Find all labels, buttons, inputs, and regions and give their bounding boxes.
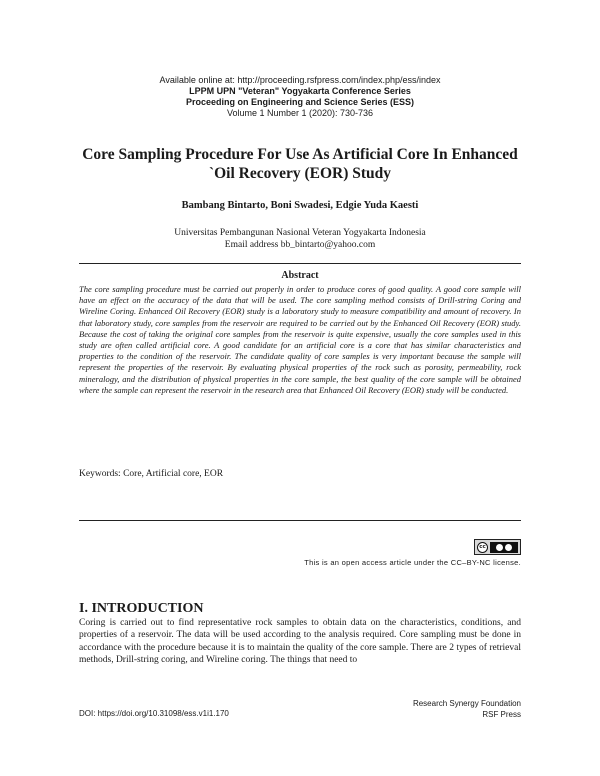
journal-url: Available online at: http://proceeding.rsfpress.com/index.php/ess/index bbox=[159, 75, 441, 85]
by-nc-icon bbox=[490, 542, 518, 553]
title-line-1: Core Sampling Procedure For Use As Artificial Core In Enhanced bbox=[82, 146, 518, 163]
publisher-line-2: RSF Press bbox=[482, 710, 521, 719]
affiliation: Universitas Pembangunan Nasional Veteran Yogyakarta Indonesia bbox=[174, 228, 426, 238]
license-text: This is an open access article under the CC–BY-NC license. bbox=[304, 558, 521, 567]
doi-link[interactable]: DOI: https://doi.org/10.31098/ess.v1i1.170 bbox=[79, 709, 229, 718]
volume-info: Volume 1 Number 1 (2020): 730-736 bbox=[226, 108, 374, 118]
email-address: Email address bb_bintarto@yahoo.com bbox=[224, 240, 376, 250]
conference-series: LPPM UPN "Veteran" Yogyakarta Conference Series bbox=[189, 86, 411, 96]
publisher-footer bbox=[413, 698, 521, 720]
abstract-heading: Abstract bbox=[281, 270, 319, 281]
title-line-2: `Oil Recovery (EOR) Study bbox=[208, 165, 392, 182]
divider-top bbox=[79, 263, 521, 264]
by-icon bbox=[496, 544, 503, 551]
keywords: Keywords: Core, Artificial core, EOR bbox=[79, 469, 224, 479]
cc-icon: cc bbox=[477, 542, 488, 553]
abstract-body: The core sampling procedure must be carried out properly in order to produce cores of good quality. A good core sample will have an effect on the accuracy of the data that will be used. The core sampling method consists of Drill-string Coring and Wireline Coring. Enhanced Oil Recovery (EOR) study is a laboratory study to measure compatibility and amount of recovery. In that laboratory study, core samples from the reservoir are required to be carried out by the Enhanced Oil Recovery (EOR) study. Because the cost of taking the original core samples from the reservoir is quite expensive, usually the core samples used in this study are often called artificial core. A good candidate for an artificial core is a core that has similar characteristics and properties to the condition of the reservoir. The candidate quality of core samples is very important because the sample will represent the properties of the reservoir. By evaluating physical properties of the rock such as porosity, permeability, rock mineralogy, and the distribution of physical properties in the core sample, the best quality of the core sample will be obtained where the sample can represent the reservoir in the research area that Enhanced Oil Recovery (EOR) study will be conducted. bbox=[79, 284, 521, 395]
publisher-line-1: Research Synergy Foundation bbox=[412, 699, 521, 708]
paper-title bbox=[60, 145, 540, 183]
authors: Bambang Bintarto, Boni Swadesi, Edgie Yuda Kaesti bbox=[181, 200, 419, 211]
divider-bottom bbox=[79, 520, 521, 521]
section-heading: I. INTRODUCTION bbox=[79, 601, 204, 616]
nc-icon bbox=[505, 544, 512, 551]
introduction-body: Coring is carried out to find representative rock samples to obtain data on the characteristics, conditions, and properties of a reservoir. The data will be used according to the analysis required. Core sampling must be done in accordance with the procedure because it is to maintain the quality of the core sample. There are 2 types of retrieval methods, Drill-string coring, and Wireline coring. The things that need to bbox=[79, 618, 521, 666]
proceeding-name: Proceeding on Engineering and Science Series (ESS) bbox=[185, 97, 415, 107]
cc-license-badge[interactable] bbox=[474, 539, 521, 555]
